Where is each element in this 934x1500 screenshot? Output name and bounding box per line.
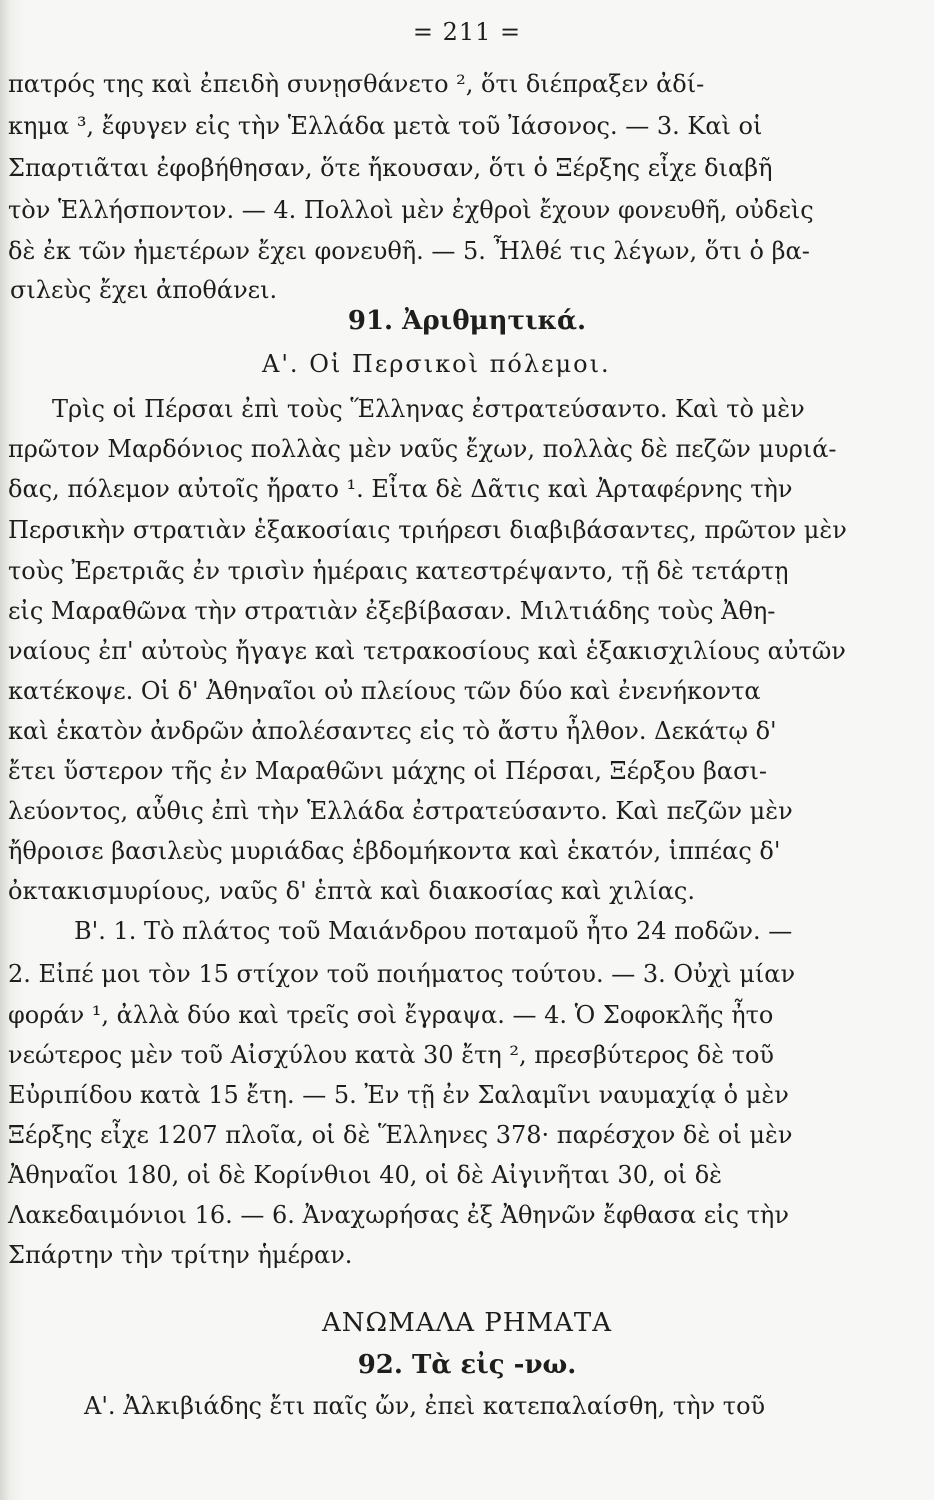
text-line: Εὐριπίδου κατὰ 15 ἔτη. — 5. Ἐν τῇ ἐν Σαλαμῖνι ναυμαχίᾳ ὁ μὲν	[8, 1081, 789, 1109]
text-line: Τρὶς οἱ Πέρσαι ἐπὶ τοὺς Ἕλληνας ἐστρατεύσαντο. Καὶ τὸ μὲν	[52, 395, 805, 423]
text-line: σιλεὺς ἔχει ἀποθάνει.	[10, 276, 278, 304]
text-line: πατρός της καὶ ἐπειδὴ συνῃσθάνετο ², ὅτι διέπραξεν ἀδί-	[8, 70, 705, 98]
page-number: = 211 =	[412, 18, 522, 46]
text-line: κατέκοψε. Οἱ δ' Ἀθηναῖοι οὐ πλείους τῶν δύο καὶ ἐνενήκοντα	[8, 677, 761, 705]
text-line: Ξέρξης εἶχε 1207 πλοῖα, οἱ δὲ Ἕλληνες 378· παρέσχον δὲ οἱ μὲν	[8, 1121, 793, 1149]
text-line: ναίους ἐπ' αὐτοὺς ἤγαγε καὶ τετρακοσίους καὶ ἑξακισχιλίους αὐτῶν	[8, 637, 846, 665]
text-line: δας, πόλεμον αὐτοῖς ἤρατο ¹. Εἶτα δὲ Δᾶτις καὶ Ἀρταφέρνης τὴν	[8, 475, 793, 503]
text-line: κημα ³, ἔφυγεν εἰς τὴν Ἑλλάδα μετὰ τοῦ Ἰάσονος. — 3. Καὶ οἱ	[8, 112, 763, 140]
subsection-title: Α'. Οἱ Περσικοὶ πόλεμοι.	[262, 350, 611, 378]
text-line: 2. Εἰπέ μοι τὸν 15 στίχον τοῦ ποιήματος τούτου. — 3. Οὐχὶ μίαν	[8, 960, 796, 988]
text-line: ἔτει ὕστερον τῆς ἐν Μαραθῶνι μάχης οἱ Πέρσαι, Ξέρξου βασι-	[8, 757, 767, 785]
section-heading-91: 91. Ἀριθμητικά.	[347, 306, 587, 336]
text-line: καὶ ἑκατὸν ἀνδρῶν ἀπολέσαντες εἰς τὸ ἄστυ ἦλθον. Δεκάτῳ δ'	[8, 717, 777, 745]
text-line: ὀκτακισμυρίους, ναῦς δ' ἑπτὰ καὶ διακοσίας καὶ χιλίας.	[8, 877, 695, 905]
text-line: δὲ ἐκ τῶν ἡμετέρων ἔχει φονευθῆ. — 5. Ἦλθέ τις λέγων, ὅτι ὁ βα-	[8, 237, 810, 265]
text-line: πρῶτον Μαρδόνιος πολλὰς μὲν ναῦς ἔχων, πολλὰς δὲ πεζῶν μυριά-	[8, 435, 837, 463]
text-line: Λακεδαιμόνιοι 16. — 6. Ἀναχωρήσας ἐξ Ἀθηνῶν ἔφθασα εἰς τὴν	[8, 1201, 789, 1229]
text-line: εἰς Μαραθῶνα τὴν στρατιὰν ἐξεβίβασαν. Μιλτιάδης τοὺς Ἀθη-	[8, 597, 776, 625]
text-line: φοράν ¹, ἀλλὰ δύο καὶ τρεῖς σοὶ ἔγραψα. — 4. Ὁ Σοφοκλῆς ἦτο	[8, 1001, 774, 1029]
text-line: Α'. Ἀλκιβιάδης ἔτι παῖς ὤν, ἐπεὶ κατεπαλαίσθη, τὴν τοῦ	[84, 1392, 766, 1420]
text-line: Περσικὴν στρατιὰν ἑξακοσίαις τριήρεσι διαβιβάσαντες, πρῶτον μὲν	[8, 516, 847, 544]
text-line: λεύοντος, αὖθις ἐπὶ τὴν Ἑλλάδα ἐστρατεύσαντο. Καὶ πεζῶν μὲν	[8, 797, 793, 825]
section-heading-anomala: ΑΝΩΜΑΛΑ ΡΗΜΑΤΑ	[322, 1308, 612, 1338]
text-line: Β'. 1. Τὸ πλάτος τοῦ Μαιάνδρου ποταμοῦ ἦτο 24 ποδῶν. —	[74, 917, 793, 945]
text-line: ἤθροισε βασιλεὺς μυριάδας ἑβδομήκοντα καὶ ἑκατόν, ἱππέας δ'	[8, 837, 781, 865]
section-heading-92: 92. Τὰ εἰς -νω.	[357, 1350, 577, 1380]
text-line: τοὺς Ἐρετριᾶς ἐν τρισὶν ἡμέραις κατεστρέψαντο, τῇ δὲ τετάρτῃ	[8, 557, 789, 585]
text-line: νεώτερος μὲν τοῦ Αἰσχύλου κατὰ 30 ἔτη ², πρεσβύτερος δὲ τοῦ	[8, 1041, 775, 1069]
text-line: Ἀθηναῖοι 180, οἱ δὲ Κορίνθιοι 40, οἱ δὲ Αἰγινῆται 30, οἱ δὲ	[8, 1161, 723, 1189]
text-line: Σπαρτιᾶται ἐφοβήθησαν, ὅτε ἤκουσαν, ὅτι ὁ Ξέρξης εἶχε διαβῆ	[8, 154, 773, 182]
text-line: Σπάρτην τὴν τρίτην ἡμέραν.	[8, 1241, 353, 1269]
text-line: τὸν Ἑλλήσποντον. — 4. Πολλοὶ μὲν ἐχθροὶ ἔχουν φονευθῆ, οὐδεὶς	[8, 196, 814, 224]
